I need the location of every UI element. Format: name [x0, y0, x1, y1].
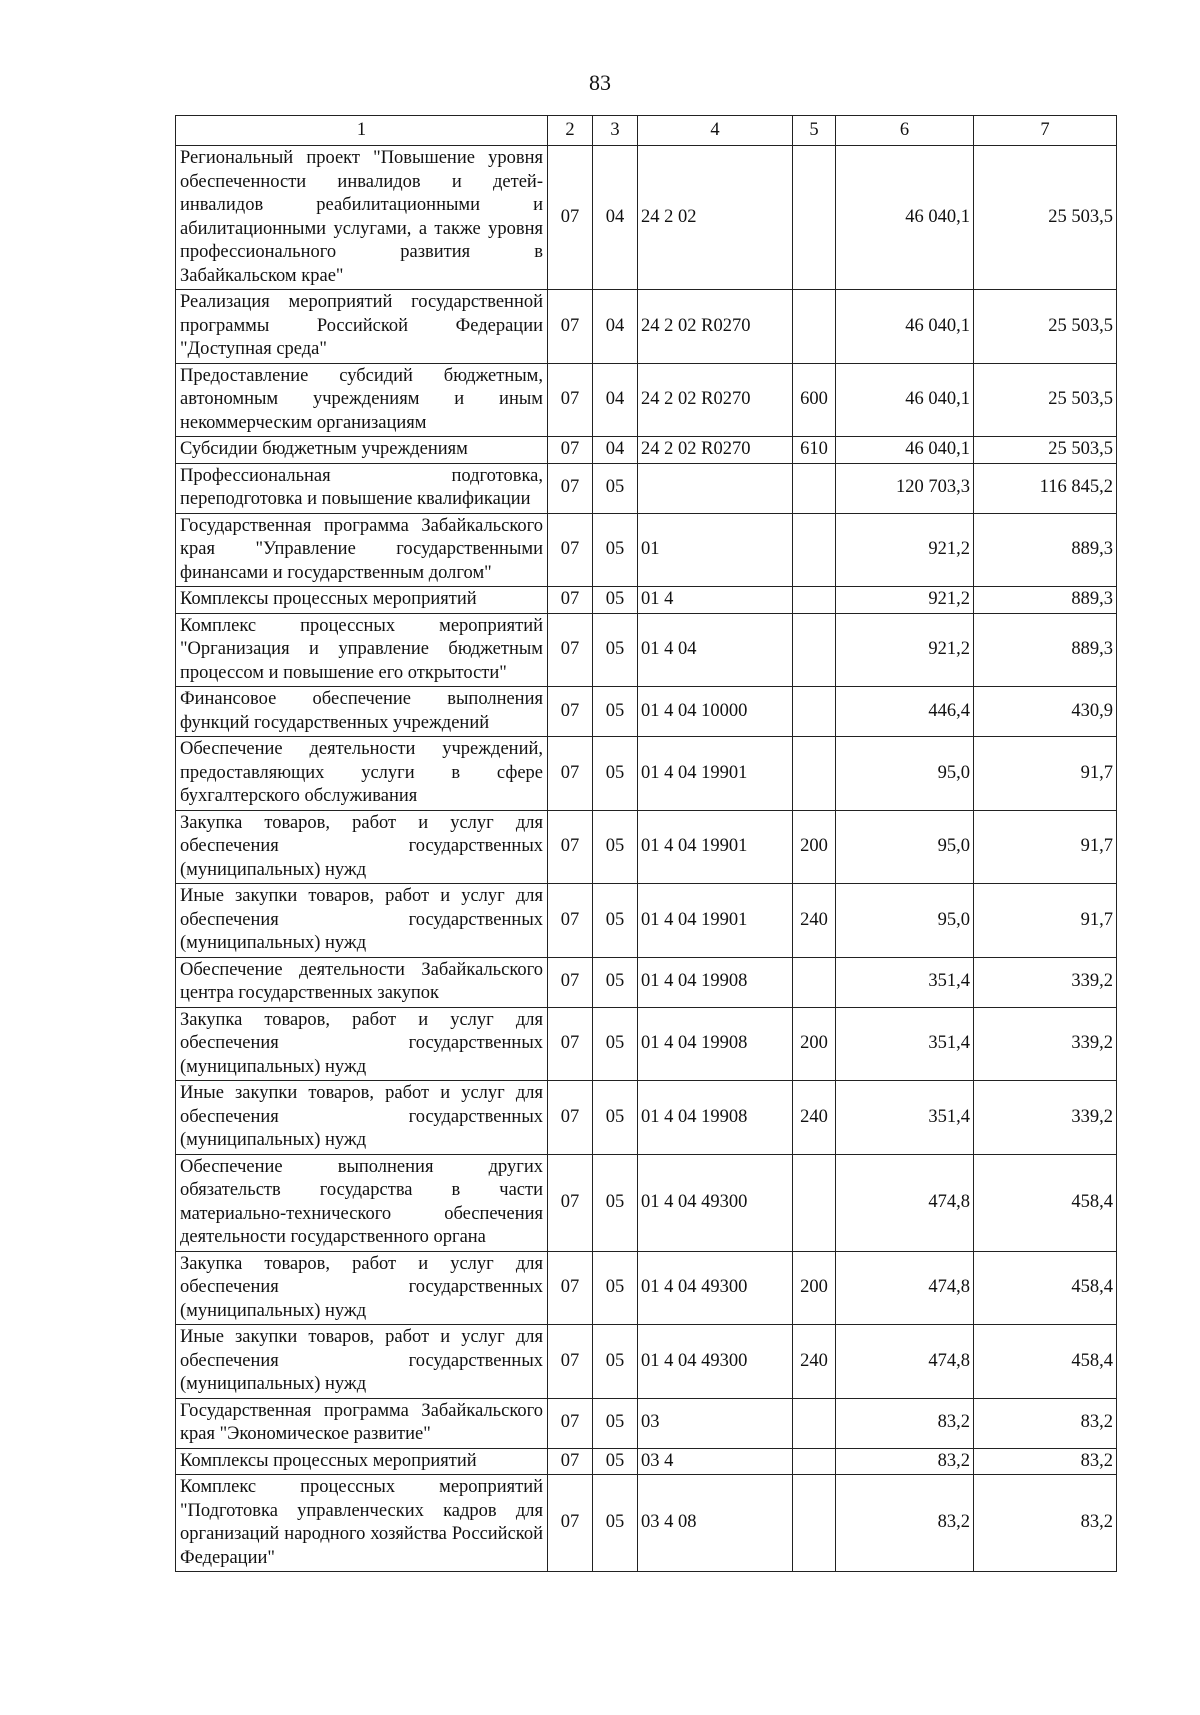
amount-col7-cell: 25 503,5 — [974, 437, 1117, 464]
row-name-cell: Комплекс процессных мероприятий "Подготовка управленческих кадров для организаций народного хозяйства Российской Федерации" — [176, 1475, 548, 1572]
subsection-code-cell: 04 — [593, 363, 638, 437]
row-name-cell: Государственная программа Забайкальского края "Управление государственными финансами и государственным долгом" — [176, 513, 548, 587]
amount-col6-cell: 83,2 — [836, 1448, 974, 1475]
section-code-cell: 07 — [548, 513, 593, 587]
amount-col7-cell: 91,7 — [974, 737, 1117, 811]
budget-table — [175, 115, 1117, 1572]
table-row — [176, 1398, 1117, 1448]
expense-type-cell: 200 — [793, 1251, 836, 1325]
table-row — [176, 957, 1117, 1007]
target-article-cell: 01 4 04 — [638, 613, 793, 687]
subsection-code-cell: 05 — [593, 613, 638, 687]
subsection-code-cell: 05 — [593, 1448, 638, 1475]
table-row — [176, 737, 1117, 811]
target-article-cell: 03 4 — [638, 1448, 793, 1475]
target-article-cell: 01 4 04 19908 — [638, 1007, 793, 1081]
expense-type-cell: 240 — [793, 884, 836, 958]
table-row — [176, 687, 1117, 737]
expense-type-cell — [793, 957, 836, 1007]
row-name-cell: Обеспечение деятельности Забайкальского центра государственных закупок — [176, 957, 548, 1007]
section-code-cell: 07 — [548, 1325, 593, 1399]
subsection-code-cell: 05 — [593, 1081, 638, 1155]
section-code-cell: 07 — [548, 810, 593, 884]
expense-type-cell — [793, 146, 836, 290]
amount-col6-cell: 83,2 — [836, 1398, 974, 1448]
target-article-cell: 01 4 — [638, 587, 793, 614]
amount-col7-cell: 889,3 — [974, 513, 1117, 587]
amount-col7-cell: 91,7 — [974, 884, 1117, 958]
target-article-cell: 24 2 02 — [638, 146, 793, 290]
expense-type-cell: 200 — [793, 810, 836, 884]
amount-col6-cell: 46 040,1 — [836, 437, 974, 464]
target-article-cell: 01 4 04 19901 — [638, 884, 793, 958]
section-code-cell: 07 — [548, 437, 593, 464]
row-name-cell: Реализация мероприятий государственной программы Российской Федерации "Доступная среда" — [176, 290, 548, 364]
subsection-code-cell: 04 — [593, 290, 638, 364]
target-article-cell: 03 — [638, 1398, 793, 1448]
section-code-cell: 07 — [548, 363, 593, 437]
amount-col7-cell: 25 503,5 — [974, 146, 1117, 290]
header-cell-1: 1 — [176, 116, 548, 146]
table-row — [176, 810, 1117, 884]
table-row — [176, 1081, 1117, 1155]
section-code-cell: 07 — [548, 1154, 593, 1251]
amount-col6-cell: 95,0 — [836, 737, 974, 811]
amount-col7-cell: 889,3 — [974, 613, 1117, 687]
amount-col6-cell: 120 703,3 — [836, 463, 974, 513]
subsection-code-cell: 05 — [593, 1398, 638, 1448]
amount-col7-cell: 25 503,5 — [974, 363, 1117, 437]
table-body — [176, 146, 1117, 1572]
table-row — [176, 1475, 1117, 1572]
subsection-code-cell: 05 — [593, 1325, 638, 1399]
expense-type-cell — [793, 290, 836, 364]
amount-col6-cell: 921,2 — [836, 513, 974, 587]
row-name-cell: Комплексы процессных мероприятий — [176, 1448, 548, 1475]
subsection-code-cell: 05 — [593, 737, 638, 811]
subsection-code-cell: 05 — [593, 1251, 638, 1325]
subsection-code-cell: 05 — [593, 957, 638, 1007]
table-row — [176, 463, 1117, 513]
section-code-cell: 07 — [548, 1251, 593, 1325]
target-article-cell: 01 4 04 19908 — [638, 957, 793, 1007]
section-code-cell: 07 — [548, 587, 593, 614]
expense-type-cell: 240 — [793, 1081, 836, 1155]
table-row — [176, 587, 1117, 614]
amount-col7-cell: 116 845,2 — [974, 463, 1117, 513]
expense-type-cell: 610 — [793, 437, 836, 464]
header-cell-2: 2 — [548, 116, 593, 146]
table-row — [176, 1448, 1117, 1475]
expense-type-cell — [793, 463, 836, 513]
table-row — [176, 146, 1117, 290]
section-code-cell: 07 — [548, 613, 593, 687]
amount-col6-cell: 351,4 — [836, 957, 974, 1007]
row-name-cell: Иные закупки товаров, работ и услуг для обеспечения государственных (муниципальных) нужд — [176, 884, 548, 958]
target-article-cell — [638, 463, 793, 513]
expense-type-cell: 240 — [793, 1325, 836, 1399]
expense-type-cell — [793, 1154, 836, 1251]
amount-col7-cell: 83,2 — [974, 1475, 1117, 1572]
target-article-cell: 01 — [638, 513, 793, 587]
expense-type-cell: 600 — [793, 363, 836, 437]
target-article-cell: 01 4 04 49300 — [638, 1251, 793, 1325]
amount-col6-cell: 446,4 — [836, 687, 974, 737]
header-row — [176, 116, 1117, 146]
amount-col6-cell: 46 040,1 — [836, 146, 974, 290]
amount-col6-cell: 83,2 — [836, 1475, 974, 1572]
header-cell-6: 6 — [836, 116, 974, 146]
section-code-cell: 07 — [548, 884, 593, 958]
amount-col7-cell: 25 503,5 — [974, 290, 1117, 364]
target-article-cell: 01 4 04 49300 — [638, 1325, 793, 1399]
row-name-cell: Финансовое обеспечение выполнения функций государственных учреждений — [176, 687, 548, 737]
amount-col7-cell: 430,9 — [974, 687, 1117, 737]
target-article-cell: 24 2 02 R0270 — [638, 437, 793, 464]
table-row — [176, 1325, 1117, 1399]
amount-col6-cell: 474,8 — [836, 1154, 974, 1251]
expense-type-cell — [793, 1475, 836, 1572]
amount-col6-cell: 351,4 — [836, 1007, 974, 1081]
amount-col6-cell: 95,0 — [836, 810, 974, 884]
amount-col7-cell: 458,4 — [974, 1154, 1117, 1251]
target-article-cell: 01 4 04 19901 — [638, 810, 793, 884]
subsection-code-cell: 05 — [593, 587, 638, 614]
row-name-cell: Обеспечение деятельности учреждений, предоставляющих услуги в сфере бухгалтерского обслуживания — [176, 737, 548, 811]
page-number: 83 — [589, 70, 611, 95]
section-code-cell: 07 — [548, 290, 593, 364]
expense-type-cell — [793, 1398, 836, 1448]
expense-type-cell — [793, 737, 836, 811]
table-row — [176, 1154, 1117, 1251]
section-code-cell: 07 — [548, 463, 593, 513]
row-name-cell: Региональный проект "Повышение уровня обеспеченности инвалидов и детей-инвалидов реабилитационными и абилитационными услугами, а также уровня профессионального развития в Забайкальском крае" — [176, 146, 548, 290]
expense-type-cell — [793, 613, 836, 687]
amount-col7-cell: 339,2 — [974, 1007, 1117, 1081]
row-name-cell: Профессиональная подготовка, переподготовка и повышение квалификации — [176, 463, 548, 513]
amount-col6-cell: 351,4 — [836, 1081, 974, 1155]
section-code-cell: 07 — [548, 737, 593, 811]
section-code-cell: 07 — [548, 1398, 593, 1448]
amount-col7-cell: 83,2 — [974, 1398, 1117, 1448]
amount-col6-cell: 921,2 — [836, 587, 974, 614]
section-code-cell: 07 — [548, 1448, 593, 1475]
row-name-cell: Закупка товаров, работ и услуг для обеспечения государственных (муниципальных) нужд — [176, 1251, 548, 1325]
section-code-cell: 07 — [548, 1475, 593, 1572]
row-name-cell: Закупка товаров, работ и услуг для обеспечения государственных (муниципальных) нужд — [176, 810, 548, 884]
subsection-code-cell: 05 — [593, 1007, 638, 1081]
row-name-cell: Иные закупки товаров, работ и услуг для обеспечения государственных (муниципальных) нужд — [176, 1325, 548, 1399]
amount-col6-cell: 46 040,1 — [836, 363, 974, 437]
amount-col7-cell: 339,2 — [974, 957, 1117, 1007]
subsection-code-cell: 05 — [593, 1475, 638, 1572]
amount-col7-cell: 458,4 — [974, 1251, 1117, 1325]
row-name-cell: Комплексы процессных мероприятий — [176, 587, 548, 614]
table-row — [176, 1007, 1117, 1081]
subsection-code-cell: 05 — [593, 810, 638, 884]
row-name-cell: Государственная программа Забайкальского края "Экономическое развитие" — [176, 1398, 548, 1448]
expense-type-cell: 200 — [793, 1007, 836, 1081]
section-code-cell: 07 — [548, 687, 593, 737]
subsection-code-cell: 05 — [593, 1154, 638, 1251]
header-cell-7: 7 — [974, 116, 1117, 146]
amount-col6-cell: 46 040,1 — [836, 290, 974, 364]
section-code-cell: 07 — [548, 1007, 593, 1081]
target-article-cell: 03 4 08 — [638, 1475, 793, 1572]
target-article-cell: 24 2 02 R0270 — [638, 363, 793, 437]
subsection-code-cell: 05 — [593, 463, 638, 513]
target-article-cell: 24 2 02 R0270 — [638, 290, 793, 364]
row-name-cell: Обеспечение выполнения других обязательств государства в части материально-технического обеспечения деятельности государственного органа — [176, 1154, 548, 1251]
subsection-code-cell: 04 — [593, 437, 638, 464]
amount-col6-cell: 95,0 — [836, 884, 974, 958]
table-row — [176, 513, 1117, 587]
table-row — [176, 1251, 1117, 1325]
target-article-cell: 01 4 04 19901 — [638, 737, 793, 811]
table-row — [176, 363, 1117, 437]
section-code-cell: 07 — [548, 146, 593, 290]
section-code-cell: 07 — [548, 957, 593, 1007]
subsection-code-cell: 05 — [593, 513, 638, 587]
header-cell-4: 4 — [638, 116, 793, 146]
amount-col7-cell: 889,3 — [974, 587, 1117, 614]
expense-type-cell — [793, 1448, 836, 1475]
row-name-cell: Закупка товаров, работ и услуг для обеспечения государственных (муниципальных) нужд — [176, 1007, 548, 1081]
table-row — [176, 290, 1117, 364]
row-name-cell: Предоставление субсидий бюджетным, автономным учреждениям и иным некоммерческим организациям — [176, 363, 548, 437]
table-row — [176, 613, 1117, 687]
section-code-cell: 07 — [548, 1081, 593, 1155]
header-cell-5: 5 — [793, 116, 836, 146]
row-name-cell: Иные закупки товаров, работ и услуг для обеспечения государственных (муниципальных) нужд — [176, 1081, 548, 1155]
header-cell-3: 3 — [593, 116, 638, 146]
amount-col7-cell: 458,4 — [974, 1325, 1117, 1399]
subsection-code-cell: 05 — [593, 884, 638, 958]
amount-col6-cell: 921,2 — [836, 613, 974, 687]
expense-type-cell — [793, 587, 836, 614]
amount-col7-cell: 91,7 — [974, 810, 1117, 884]
row-name-cell: Субсидии бюджетным учреждениям — [176, 437, 548, 464]
expense-type-cell — [793, 687, 836, 737]
target-article-cell: 01 4 04 19908 — [638, 1081, 793, 1155]
target-article-cell: 01 4 04 10000 — [638, 687, 793, 737]
amount-col6-cell: 474,8 — [836, 1325, 974, 1399]
amount-col7-cell: 83,2 — [974, 1448, 1117, 1475]
subsection-code-cell: 04 — [593, 146, 638, 290]
subsection-code-cell: 05 — [593, 687, 638, 737]
target-article-cell: 01 4 04 49300 — [638, 1154, 793, 1251]
amount-col7-cell: 339,2 — [974, 1081, 1117, 1155]
amount-col6-cell: 474,8 — [836, 1251, 974, 1325]
expense-type-cell — [793, 513, 836, 587]
table-row — [176, 884, 1117, 958]
row-name-cell: Комплекс процессных мероприятий "Организация и управление бюджетным процессом и повышение его открытости" — [176, 613, 548, 687]
table-row — [176, 437, 1117, 464]
